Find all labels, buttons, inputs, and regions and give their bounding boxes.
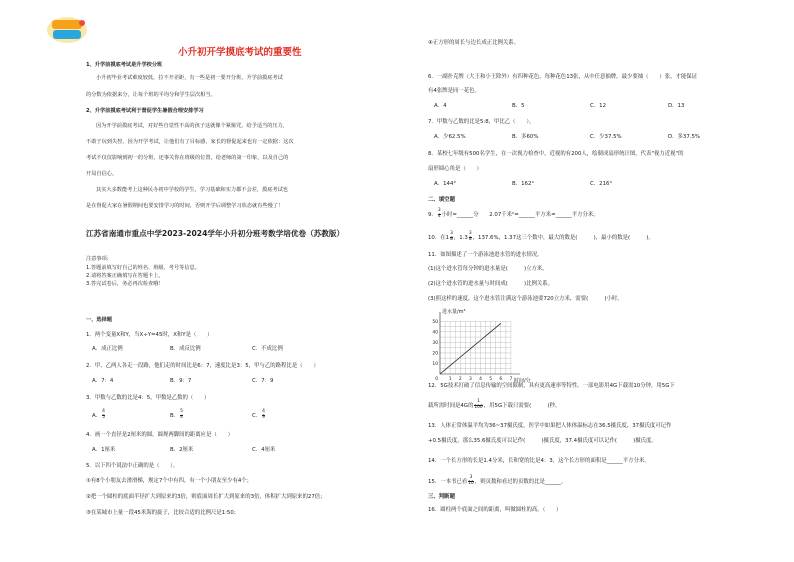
section-heading: 2、升学前摸底考试利于督促学生暑假合理安排学习 — [86, 108, 204, 114]
question-7: 7．甲数与乙数的比是5:8，甲比乙（ ）。 — [428, 119, 535, 125]
y-tick-label: 40 — [432, 330, 438, 336]
option: D．13 — [668, 103, 685, 109]
option: A．成正比例 — [92, 346, 123, 352]
x-tick-label: 1 — [448, 377, 452, 382]
fraction: $\frac{5}{4}$ — [180, 409, 183, 420]
option: D．多37.5% — [668, 134, 701, 140]
question-9: 9． $\frac{3}{4}$ 小时=______分 2.07千米²=______平方米=______平方分米。 — [428, 208, 599, 219]
question-5: 5．以下四个说法中正确的是（ ）。 — [86, 463, 179, 469]
paragraph-line: 不敢于玩到失控。因为开学考试，让他们有了目标感，家长的督促起来也有一定依据：这次 — [86, 139, 294, 145]
option: B．9：7 — [170, 378, 192, 384]
section-heading: 三、判断题 — [428, 494, 455, 500]
question-13-cont: +0.5摄氏度，那么35.6摄氏度可以记作( )摄氏度，37.4摄氏度可以记作( )摄氏度。 — [428, 438, 657, 444]
note-item: 3.答完试卷后，务必再次检查哦！ — [86, 281, 164, 287]
sub-question: (1)这个进水管每分钟的进水量是( )立方米。 — [428, 266, 548, 272]
y-tick-label: 10 — [432, 361, 438, 367]
option: C．不成比例 — [252, 346, 283, 352]
question-4: 4．画一个直径是2厘米的圆，圆规两脚间的距离应是（ ） — [86, 432, 234, 438]
y-tick-label: 20 — [432, 351, 438, 357]
fraction: $\frac{3}{8}$ — [450, 231, 453, 242]
chart-ticks — [432, 319, 512, 382]
sub-question: (3)照这样的速度，这个进水管注满这个游泳池要720立方米，需要( )小时。 — [428, 296, 623, 302]
paragraph-line: 因为开学前摸底考试，对好些自觉性不高的孩子这就像个紧箍咒，给予适当的压力， — [96, 123, 288, 129]
question-16: 16．圆柱两个底面之间的距离，叫做圆柱的高。（ ） — [428, 507, 562, 513]
x-tick-label: 2 — [458, 377, 462, 382]
y-tick-label: 50 — [432, 319, 438, 325]
option: A．少62.5% — [434, 134, 466, 140]
note-item: 2.请将答案正确填写在答题卡上。 — [86, 273, 164, 279]
fraction: $\frac{3}{4}$ — [437, 208, 441, 219]
option: B．成反比例 — [170, 346, 201, 352]
question-1: 1．两个变量X和Y，当X÷Y=45时，X和Y是（ ） — [86, 332, 213, 338]
paragraph-line: 是在督促大家在暑假期间也要安排学习的时间，否则开学后调整学习状态就有些慢了！ — [86, 203, 284, 209]
question-2: 2．甲、乙两人各走一段路，他们走的时间比是6：7，速度比是3：5，甲与乙的路程比是（ ） — [86, 363, 319, 369]
fraction: $\frac{1}{100}$ — [474, 399, 483, 410]
question-14: 14．一个长方形的长是1.4分米，长和宽的比是4：3，这个长方形的面积是______平方分米。 — [428, 458, 650, 464]
option: C． $\frac{4}{9}$ — [252, 409, 265, 420]
question-6-cont: 有4张牌是同一花色。 — [428, 88, 480, 94]
option: B． $\frac{5}{4}$ — [170, 409, 183, 420]
paragraph-line: 考试不仅仅影响到初一的分班，还事关你在班级的位置，给老师的第一印象，以及自己的 — [86, 155, 289, 161]
question-15: 15．一本书已看 $\frac{3}{10}$ ，则页数和看过的页数的比是______。 — [428, 475, 567, 486]
chart-grid — [440, 321, 511, 374]
section-heading: 一、选择题 — [86, 317, 112, 323]
option: C．7：9 — [252, 378, 274, 384]
option: A． $\frac{4}{5}$ — [92, 409, 105, 420]
paragraph-line: 的分数为依据来分，让每个班的平均分和学生层次相当。 — [86, 92, 216, 98]
option: B．2厘米 — [170, 447, 194, 453]
exam-title: 江苏省南通市重点中学2023-2024学年小升初分班考数学培优卷（苏教版） — [86, 229, 345, 238]
water-inflow-chart — [426, 306, 536, 386]
option: C．12 — [590, 103, 607, 109]
option: A．1厘米 — [92, 447, 116, 453]
y-axis-label: 进水量/m³ — [442, 309, 466, 315]
question-11: 11．如图描述了一个游泳池进水管的进水情况。 — [428, 252, 543, 258]
x-tick-label: 5 — [489, 377, 493, 382]
question-12-cont: 载所需时间是4G的 $\frac{1}{100}$ ，用5G下载只需要( )秒。 — [428, 399, 561, 410]
question-12: 12．5G技术打破了信息传输的空间限制，具有更高速率等特性。一部电影用4G下载需10分钟，用5G下 — [428, 383, 675, 389]
logo — [46, 14, 88, 46]
paragraph-line: 小升初毕业考试难度较低，拉不开差距，有一些是初一要开分班，升学前摸底考试 — [96, 75, 283, 81]
question-8: 8．某校七年级有500名学生，在一次视力检查中，近视的有200人，绘制成扇形统计图，代表"视力近视"的 — [428, 151, 684, 157]
note-item: 1.答题前填写好自己的姓名、班级、考号等信息。 — [86, 265, 200, 271]
statement: ③在某城市上量一段45米海的旋子，比较合适的比例尺是1:50； — [86, 510, 240, 516]
x-tick-label: 6 — [499, 377, 503, 382]
option: B．多60% — [512, 134, 539, 140]
sub-question: (2)这个进水管的进水量与时间成( )比例关系。 — [428, 281, 554, 287]
option: A．7：4 — [92, 378, 114, 384]
section-heading: 二、填空题 — [428, 197, 455, 203]
question-10: 10．在1 $\frac{3}{8}$ ，1.3 $\frac{3}{8}$ ，137.6%，1.37这三个数中，最大的数是( )，最小的数是( )。 — [428, 231, 654, 242]
x-tick-label: 7 — [509, 377, 513, 382]
article-title: 小升初开学摸底考试的重要性 — [178, 47, 302, 58]
option: B．5 — [512, 103, 525, 109]
question-13: 13．人体正常体温平均为36~37摄氏度，医学中如果把人体体温标志在36.5摄氏度，37摄氏度可记作 — [428, 423, 672, 429]
fraction: $\frac{4}{9}$ — [262, 409, 265, 420]
option: A．144° — [434, 181, 457, 187]
option: B．162° — [512, 181, 535, 187]
question-3: 3．甲数与乙数的比是4：5，甲数是乙数的（ ） — [86, 395, 210, 401]
fraction: $\frac{4}{5}$ — [102, 409, 105, 420]
y-tick-label: 30 — [432, 340, 438, 346]
option: C．216° — [590, 181, 613, 187]
paragraph-line: 开局自信心。 — [86, 171, 118, 177]
question-6: 6．一副扑克牌（大王和小王除外）有四种花色，每种花色13张，从中任意抽牌，最少要抽（ ）张，才能保证 — [428, 74, 698, 80]
paragraph-line: 其实大多数能考上这种民办初中学校的学生，学习基础和实力都不会差，摸底考试也 — [96, 187, 288, 193]
section-heading: 1、升学前摸底考试是升学校分班 — [86, 62, 163, 68]
x-tick-label: 3 — [469, 377, 472, 382]
option: A．4 — [434, 103, 447, 109]
fraction: $\frac{3}{10}$ — [468, 475, 474, 486]
origin-label: 0 — [435, 377, 438, 382]
x-axis-label: 时间/分 — [514, 378, 531, 384]
option: C．少37.5% — [590, 134, 622, 140]
fraction: $\frac{3}{8}$ — [468, 231, 472, 242]
notes-heading: 注意事项: — [86, 256, 109, 262]
statement: ①有8个小朋友去滑滑梯，规定7个中有四，有一个小朋友至少有4个； — [86, 478, 253, 484]
option: C．4厘米 — [252, 447, 276, 453]
x-tick-label: 4 — [479, 377, 482, 382]
statement: ②把一个圆柱的底面半径扩大到原来的3倍，则底面周长扩大到原来的3倍，体积扩大到原来的27倍； — [86, 494, 326, 500]
question-8-cont: 扇形圆心角是（ ） — [428, 166, 482, 172]
statement: ④正方形的周长与边长成正比例关系。 — [428, 40, 520, 46]
